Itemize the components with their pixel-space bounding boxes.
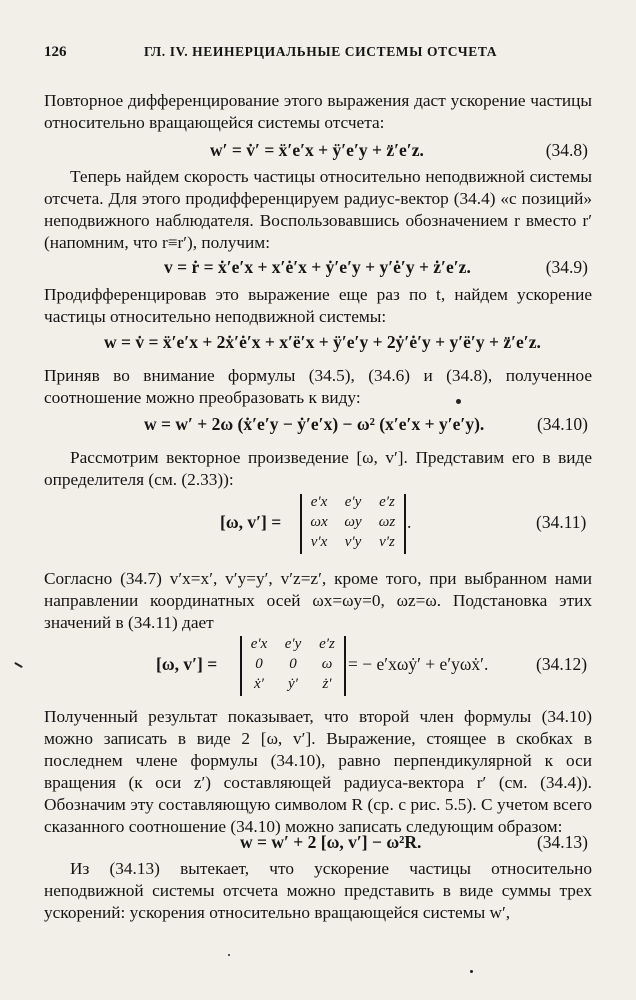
equation-number: (34.9) bbox=[545, 257, 588, 277]
determinant-rhs: . bbox=[407, 512, 412, 532]
paragraph-7: Полученный результат показывает, что второй член формулы (34.10) можно записать в виде 2 [ω, v′]. Выражение, стоящее в скобках в последнем члене формулы (34.10), равно перпендикулярной к оси вращения (к оси z′) составляющей радиуса-вектора r′ (см. (34.4)). Обозначим эту составляющую символом R (ср. с рис. 5.5). С учетом всего сказанного соотношение (34.10) можно записать следующим образом: bbox=[44, 707, 592, 836]
matrix-cell: e′x bbox=[250, 636, 268, 652]
running-title: ГЛ. IV. НЕИНЕРЦИАЛЬНЫЕ СИСТЕМЫ ОТСЧЕТА bbox=[144, 44, 498, 59]
matrix-cell: 0 bbox=[255, 656, 263, 672]
equation-number: (34.8) bbox=[545, 140, 588, 160]
matrix-cell: v′z bbox=[379, 534, 395, 550]
determinant-34-12 bbox=[0, 632, 636, 702]
scan-speck bbox=[228, 954, 230, 956]
equation-w-full bbox=[44, 332, 592, 358]
matrix-cell: 0 bbox=[289, 656, 297, 672]
equation-number: (34.11) bbox=[536, 512, 587, 532]
equation-34-8 bbox=[44, 140, 592, 166]
equation-34-13 bbox=[44, 832, 592, 858]
equation-formula: w = w′ + 2ω (ẋ′e′y − ẏ′e′x) − ω² (x′e′x + y′e′y). bbox=[144, 414, 485, 434]
determinant-lhs: [ω, v′] = bbox=[156, 654, 218, 674]
matrix-cell: ω bbox=[321, 656, 333, 672]
matrix-cell: v′x bbox=[310, 534, 328, 550]
paragraph-8: Из (34.13) вытекает, что ускорение частицы относительно неподвижной системы отсчета можно представить в виде суммы трех ускорений: ускорения относительно вращающейся системы w′, bbox=[44, 859, 592, 922]
determinant-rhs: = − e′xωẏ′ + e′yωẋ′. bbox=[348, 654, 489, 674]
matrix-cell: ż′ bbox=[322, 676, 332, 692]
page-number: 126 bbox=[44, 44, 67, 60]
matrix-cell: e′y bbox=[344, 494, 362, 510]
determinant-lhs: [ω, v′] = bbox=[220, 512, 282, 532]
paragraph-2: Теперь найдем скорость частицы относительно неподвижной системы отсчета. Для этого продифференцируем радиус-вектор (34.4) «с позиций» неподвижного наблюдателя. Воспользовавшись обозначением r вместо r′ (напомним, что r≡r′), получим: bbox=[44, 167, 592, 252]
matrix-cell: ẋ′ bbox=[254, 676, 264, 692]
matrix-cell: e′z bbox=[319, 636, 335, 652]
equation-number: (34.10) bbox=[536, 414, 588, 434]
matrix-cell: e′x bbox=[310, 494, 328, 510]
equation-formula: w = v̇ = ẍ′e′x + 2ẋ′ė′x + x′ë′x + ÿ′e′y + 2ẏ′ė′y + y′ë′y + z̈′e′z. bbox=[104, 332, 541, 352]
equation-formula: v = ṙ = ẋ′e′x + x′ė′x + ẏ′e′y + y′ė′y + ż′e′z. bbox=[164, 257, 471, 277]
paragraph-5: Рассмотрим векторное произведение [ω, v′]. Представим его в виде определителя (см. (2.33)): bbox=[44, 448, 592, 489]
paragraph-3: Продифференцировав это выражение еще раз по t, найдем ускорение частицы относительно неподвижной системы: bbox=[44, 285, 592, 326]
equation-number: (34.12) bbox=[536, 654, 588, 674]
equation-34-9 bbox=[44, 257, 592, 283]
equation-34-10 bbox=[44, 414, 592, 440]
determinant-matrix bbox=[240, 636, 346, 696]
matrix-cell: ωy bbox=[344, 514, 362, 530]
paragraph-1: Повторное дифференцирование этого выражения даст ускорение частицы относительно вращающейся системы отсчета: bbox=[44, 91, 592, 132]
equation-formula: w = w′ + 2 [ω, v′] − ω²R. bbox=[240, 832, 422, 852]
determinant-matrix bbox=[300, 494, 406, 554]
paragraph-4: Приняв во внимание формулы (34.5), (34.6) и (34.8), полученное соотношение можно преобразовать к виду: bbox=[44, 366, 592, 407]
running-header bbox=[44, 44, 596, 68]
matrix-cell: ωz bbox=[378, 514, 396, 530]
matrix-cell: e′z bbox=[379, 494, 395, 510]
scan-speck bbox=[456, 399, 461, 404]
scan-speck bbox=[470, 970, 473, 973]
matrix-cell: v′y bbox=[344, 534, 362, 550]
matrix-cell: ωx bbox=[310, 514, 328, 530]
paragraph-6: Согласно (34.7) v′x=x′, v′y=y′, v′z=z′, кроме того, при выбранном нами направлении координатных осей ωx=ωy=0, ωz=ω. Подстановка этих значений в (34.11) дает bbox=[44, 569, 592, 632]
equation-formula: w′ = v̇′ = ẍ′e′x + ÿ′e′y + z̈′e′z. bbox=[210, 140, 424, 160]
determinant-34-11 bbox=[0, 490, 636, 560]
equation-number: (34.13) bbox=[536, 832, 588, 852]
matrix-cell: ẏ′ bbox=[288, 676, 298, 692]
matrix-cell: e′y bbox=[284, 636, 302, 652]
